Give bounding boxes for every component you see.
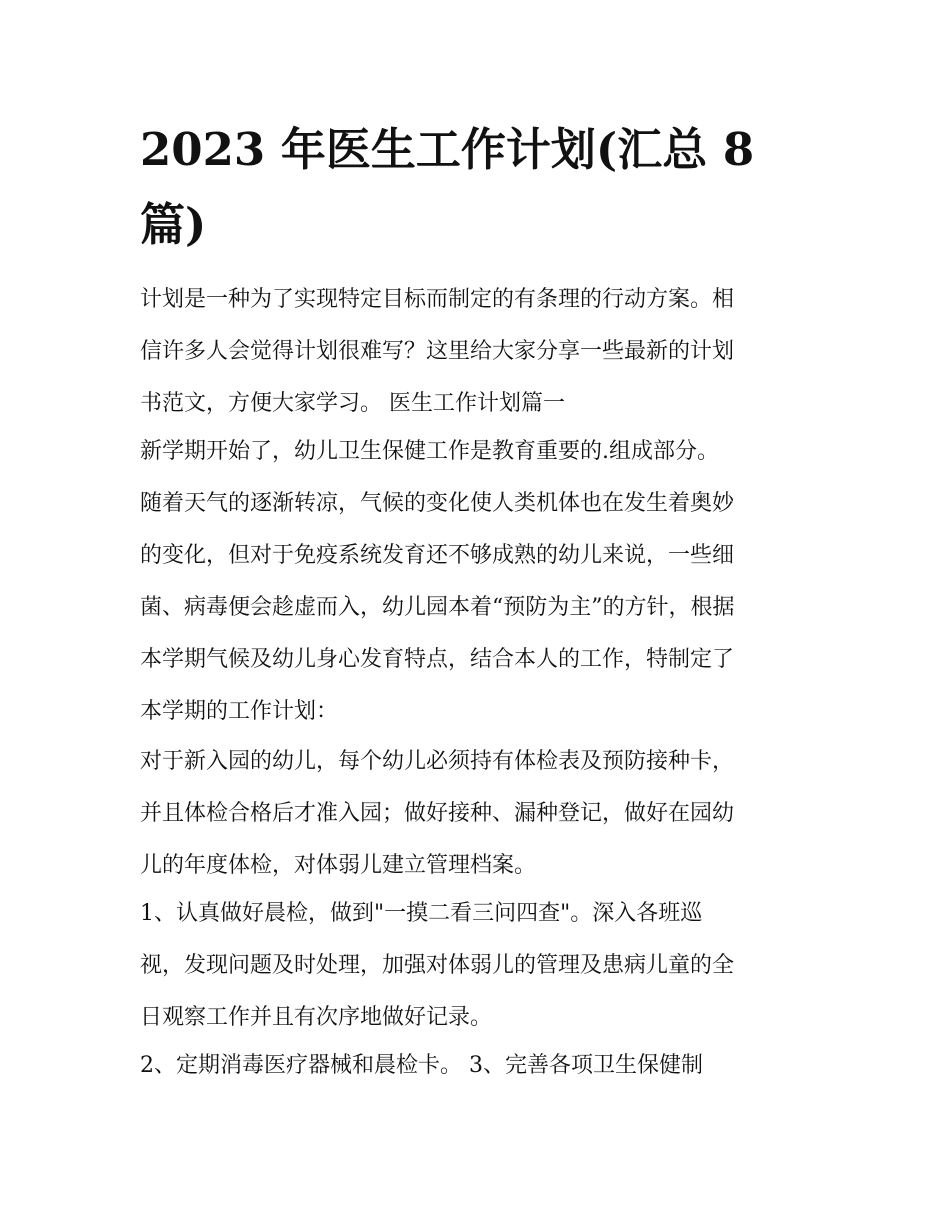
text-line: 2、定期消毒医疗器械和晨检卡。 3、完善各项卫生保健制 (140, 1053, 703, 1078)
text-line: 并且体检合格后才准入园；做好接种、漏种登记，做好在园幼 (140, 801, 735, 826)
paragraph-intro (140, 274, 830, 430)
text-line: 日观察工作并且有次序地做好记录。 (140, 1005, 493, 1030)
text-line: 1、认真做好晨检，做到"一摸二看三问四查"。深入各班巡 (140, 901, 703, 926)
page-title (140, 112, 820, 262)
text-line: 儿的年度体检，对体弱儿建立管理档案。 (140, 853, 537, 878)
text-line: 新学期开始了，幼儿卫生保健工作是教育重要的.组成部分。 (140, 439, 719, 464)
text-line: 信许多人会觉得计划很难写？这里给大家分享一些最新的计划 (140, 339, 735, 364)
title-line-2: 篇) (140, 198, 207, 251)
text-line: 对于新入园的幼儿，每个幼儿必须持有体检表及预防接种卡， (140, 749, 735, 774)
text-line: 菌、病毒便会趁虚而入，幼儿园本着“预防为主”的方针，根据 (140, 595, 735, 620)
text-line: 的变化，但对于免疫系统发育还不够成熟的幼儿来说，一些细 (140, 543, 735, 568)
paragraph-semester (140, 426, 830, 738)
paragraph-item-2-3 (140, 1040, 830, 1092)
paragraph-item-1 (140, 888, 830, 1044)
text-line: 计划是一种为了实现特定目标而制定的有条理的行动方案。相 (140, 287, 735, 312)
text-line: 随着天气的逐渐转凉，气候的变化使人类机体也在发生着奥妙 (140, 491, 735, 516)
text-line: 本学期的工作计划： (140, 699, 339, 724)
text-line: 本学期气候及幼儿身心发育特点，结合本人的工作，特制定了 (140, 647, 735, 672)
text-line: 书范文，方便大家学习。 医生工作计划篇一 (140, 391, 565, 416)
title-line-1: 2023 年医生工作计划(汇总 8 (140, 123, 755, 176)
text-line: 视，发现问题及时处理，加强对体弱儿的管理及患病儿童的全 (140, 953, 735, 978)
paragraph-enrollment (140, 736, 830, 892)
